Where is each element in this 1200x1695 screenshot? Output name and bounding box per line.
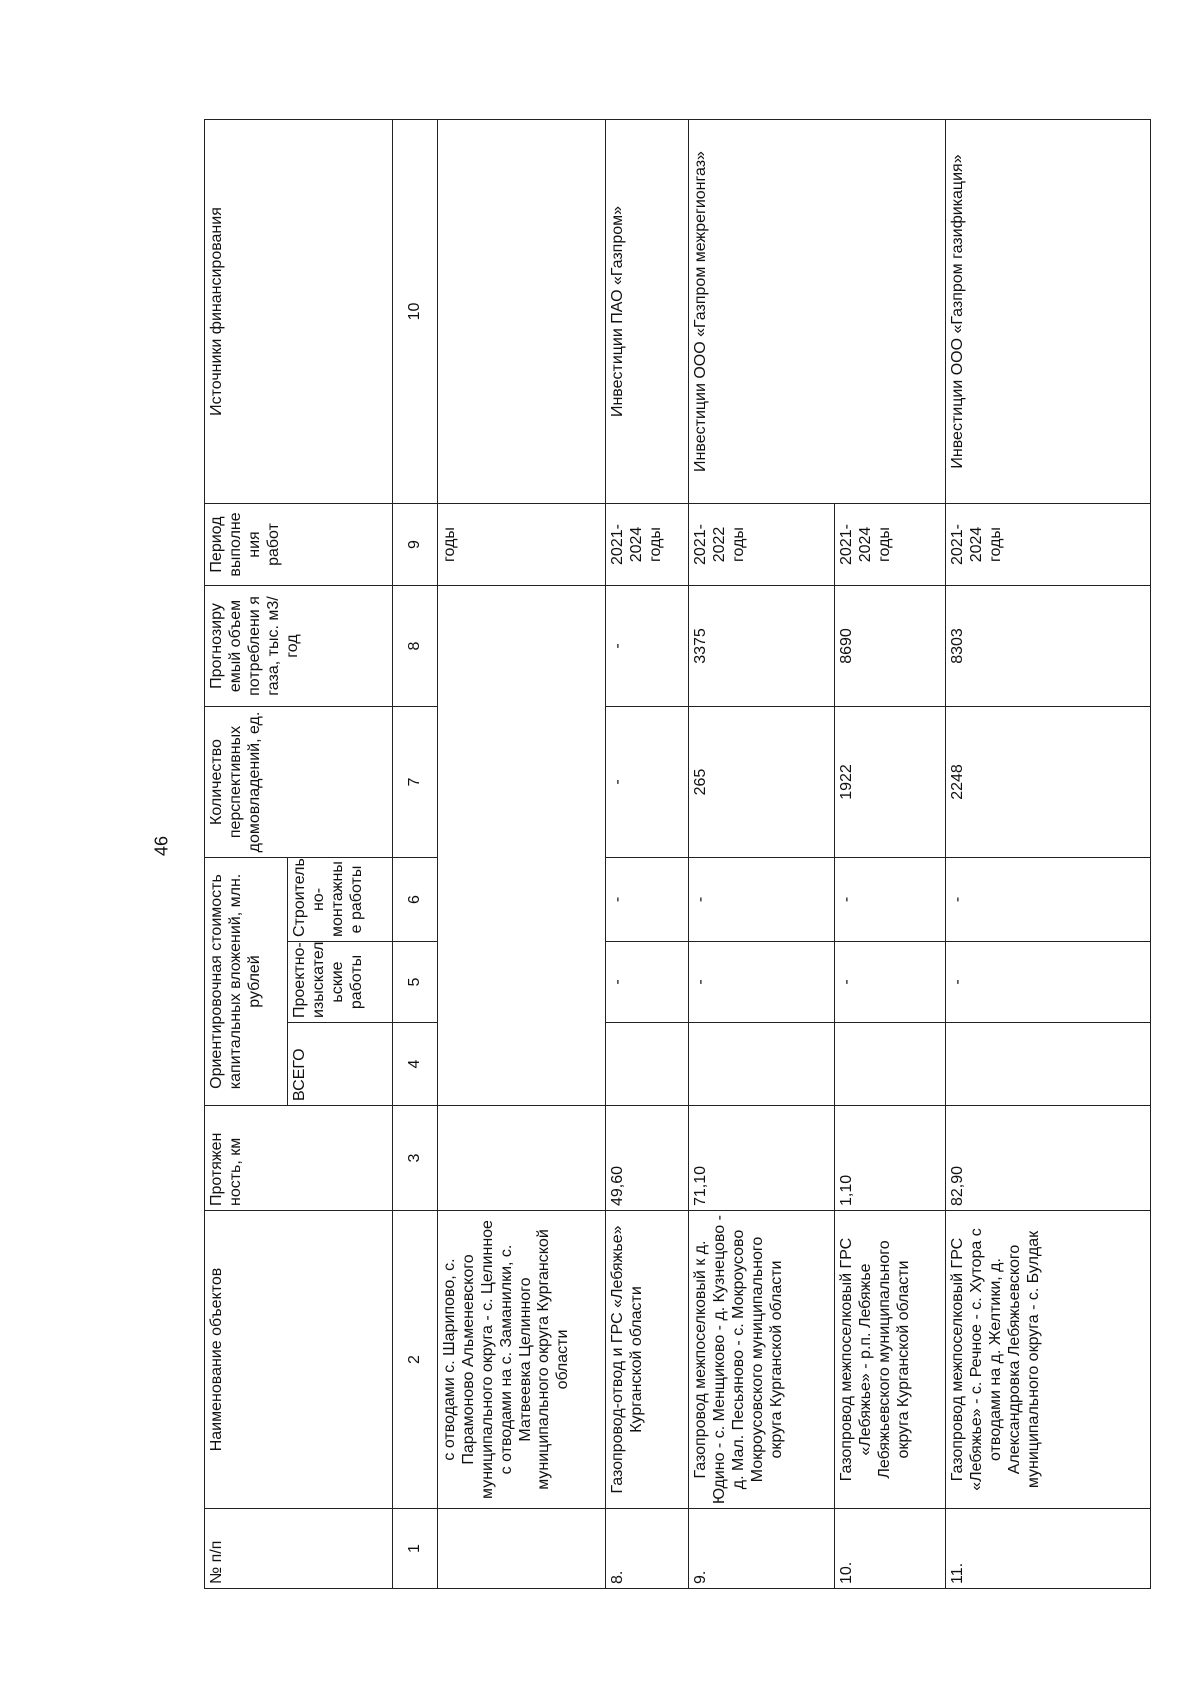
row-total	[689, 1023, 835, 1106]
colnum-9: 9	[393, 504, 438, 586]
header-row-1	[205, 120, 288, 1589]
header-period: Период выполне ния работ	[205, 504, 393, 586]
colnum-5: 5	[393, 942, 438, 1023]
row-name: с отводами с. Шарипово, с. Парамоново Альменевского муниципального округа - с. Целинное с отводами на с. Заманилки, с. Матвеевка Целинного муниципального округа Курганской области	[438, 1211, 606, 1509]
row-construction: -	[689, 858, 835, 942]
page-number: 46	[151, 835, 172, 857]
header-no: № п/п	[205, 1509, 393, 1589]
table-row	[689, 120, 835, 1589]
colnum-3: 3	[393, 1106, 438, 1211]
colnum-1: 1	[393, 1509, 438, 1589]
row-period: 2021-2024 годы	[606, 504, 689, 586]
row-source: Инвестиции ПАО «Газпром»	[606, 120, 689, 504]
row-period: 2021-2022 годы	[689, 504, 835, 586]
row-name: Газопровод-отвод и ГРС «Лебяжье» Курганской области	[606, 1211, 689, 1509]
row-households: -	[606, 707, 689, 858]
colnum-8: 8	[393, 586, 438, 707]
row-households: 1922	[835, 707, 946, 858]
table-row	[946, 120, 1151, 1589]
colnum-2: 2	[393, 1211, 438, 1509]
header-source: Источники финансирования	[205, 120, 393, 504]
row-construction: -	[606, 858, 689, 942]
row-length: 71,10	[689, 1106, 835, 1211]
row-design: -	[835, 942, 946, 1023]
row-length: 1,10	[835, 1106, 946, 1211]
header-total: ВСЕГО	[288, 1023, 393, 1106]
row-total	[835, 1023, 946, 1106]
row-source	[438, 120, 606, 504]
row-gas-volume: 3375	[689, 586, 835, 707]
row-design: -	[689, 942, 835, 1023]
colnum-7: 7	[393, 707, 438, 858]
row-construction: -	[946, 858, 1151, 942]
row-households: 2248	[946, 707, 1151, 858]
row-households	[438, 707, 606, 858]
row-source: Инвестиции ООО «Газпром газификация»	[946, 120, 1151, 504]
row-no: 9.	[689, 1509, 835, 1589]
header-construction: Строитель но-монтажны е работы	[288, 858, 393, 942]
header-households: Количество перспективных домовладений, ед.	[205, 707, 393, 858]
table-row	[606, 120, 689, 1589]
row-length: 82,90	[946, 1106, 1151, 1211]
gas-objects-table	[204, 119, 1151, 1589]
row-total	[606, 1023, 689, 1106]
header-name: Наименование объектов	[205, 1211, 393, 1509]
row-no: 10.	[835, 1509, 946, 1589]
row-name: Газопровод межпоселковый ГРС «Лебяжье» - р.п. Лебяжье Лебяжьевского муниципального округа Курганской области	[835, 1211, 946, 1509]
colnum-6: 6	[393, 858, 438, 942]
row-design: -	[606, 942, 689, 1023]
row-no	[438, 1509, 606, 1589]
row-period: годы	[438, 504, 606, 586]
row-name: Газопровод межпоселковый ГРС «Лебяжье» - с. Речное - с. Хутора с отводами на д. Желтики, д. Александровка Лебяжьевского муниципального округа - с. Булдак	[946, 1211, 1151, 1509]
row-length: 49,60	[606, 1106, 689, 1211]
column-numbers-row	[393, 120, 438, 1589]
row-period: 2021-2024 годы	[835, 504, 946, 586]
header-length: Протяжен ность, км	[205, 1106, 393, 1211]
row-construction	[438, 858, 606, 942]
row-gas-volume: 8303	[946, 586, 1151, 707]
row-length	[438, 1106, 606, 1211]
row-gas-volume: 8690	[835, 586, 946, 707]
row-construction: -	[835, 858, 946, 942]
row-total	[438, 1023, 606, 1106]
colnum-4: 4	[393, 1023, 438, 1106]
header-cost-group: Ориентировочная стоимость капитальных вложений, млн. рублей	[205, 858, 288, 1106]
header-design: Проектно-изыскател ьские работы	[288, 942, 393, 1023]
row-source: Инвестиции ООО «Газпром межрегионгаз»	[689, 120, 946, 504]
row-design: -	[946, 942, 1151, 1023]
colnum-10: 10	[393, 120, 438, 504]
rotated-table-container	[204, 120, 1151, 1589]
row-households: 265	[689, 707, 835, 858]
row-design	[438, 942, 606, 1023]
row-name: Газопровод межпоселковый к д. Юдино - с. Менщиково - д. Кузнецово - д. Мал. Песьяново - с. Мокроусово Мокроусовского муниципального округа Курганской области	[689, 1211, 835, 1509]
row-gas-volume: -	[606, 586, 689, 707]
table-row	[438, 120, 606, 1589]
row-total	[946, 1023, 1151, 1106]
row-no: 8.	[606, 1509, 689, 1589]
row-no: 11.	[946, 1509, 1151, 1589]
header-gas-volume: Прогнозиру емый объем потреблени я газа, тыс. м3/год	[205, 586, 393, 707]
row-gas-volume	[438, 586, 606, 707]
row-period: 2021-2024 годы	[946, 504, 1151, 586]
